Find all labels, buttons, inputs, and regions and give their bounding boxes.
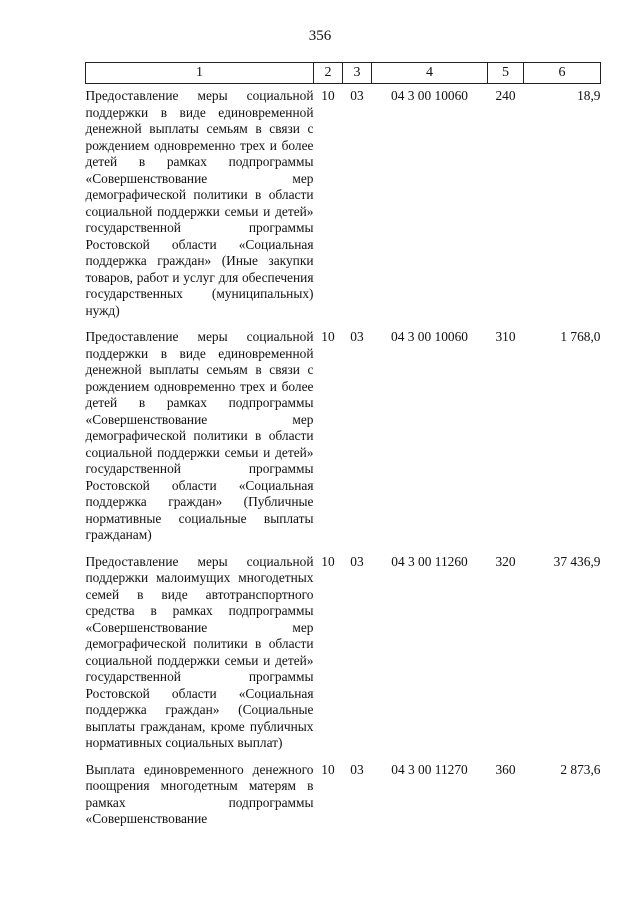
- expense-type-code: 310: [495, 329, 516, 344]
- target-article-code: 04 3 00 11260: [391, 553, 468, 569]
- column-header: 3: [343, 63, 372, 84]
- table-header-row: [86, 63, 601, 84]
- section-code: 10: [321, 761, 335, 777]
- expense-type-code: 240: [495, 88, 516, 103]
- table-row: [86, 554, 601, 752]
- amount: 1 768,0: [560, 329, 601, 344]
- row-description: Предоставление меры социальной поддержки малоимущих многодетных семей в виде автотранспортного средства в рамках подпрограммы «Совершенствование мер демографической политики в области социальной поддержки семьи и детей» государственной программы Ростовской области «Социальная поддержка граждан» (Социальные выплаты гражданам, кроме публичных нормативных социальных выплат): [85, 553, 314, 750]
- table-row: [86, 762, 601, 828]
- section-code: 10: [321, 88, 335, 103]
- subsection-code: 03: [350, 761, 364, 777]
- amount: 37 436,9: [553, 553, 601, 569]
- target-article-code: 04 3 00 10060: [391, 88, 468, 103]
- section-code: 10: [321, 329, 335, 344]
- column-header: 2: [314, 63, 343, 84]
- column-header: 4: [372, 63, 488, 84]
- table-row: [86, 329, 601, 544]
- amount: 18,9: [577, 88, 601, 103]
- target-article-code: 04 3 00 10060: [391, 329, 468, 344]
- column-header: 1: [86, 63, 314, 84]
- budget-table: [85, 62, 601, 828]
- table-row: [86, 84, 601, 320]
- target-article-code: 04 3 00 11270: [391, 761, 468, 777]
- expense-type-code: 320: [495, 553, 516, 569]
- expense-type-code: 360: [495, 761, 516, 777]
- row-description: Предоставление меры социальной поддержки в виде единовременной денежной выплаты семьям в связи с рождением одновременно трех и более детей в рамках подпрограммы «Совершенствование мер демографической политики в области социальной поддержки семьи и детей» государственной программы Ростовской области «Социальная поддержка граждан» (Публичные нормативные социальные выплаты гражданам): [85, 329, 314, 542]
- section-code: 10: [321, 553, 335, 569]
- amount: 2 873,6: [560, 761, 601, 777]
- column-header: 6: [524, 63, 601, 84]
- subsection-code: 03: [350, 329, 364, 344]
- column-header: 5: [488, 63, 524, 84]
- page-number: 356: [308, 28, 332, 44]
- row-description: Выплата единовременного денежного поощрения многодетным матерям в рамках подпрограммы «Совершенствование: [85, 761, 314, 826]
- row-description: Предоставление меры социальной поддержки в виде единовременной денежной выплаты семьям в связи с рождением одновременно трех и более детей в рамках подпрограммы «Совершенствование мер демографической политики в области социальной поддержки семьи и детей» государственной программы Ростовской области «Социальная поддержка граждан» (Иные закупки товаров, работ и услуг для обеспечения государственных (муниципальных) нужд): [85, 88, 314, 318]
- subsection-code: 03: [350, 88, 364, 103]
- subsection-code: 03: [350, 553, 364, 569]
